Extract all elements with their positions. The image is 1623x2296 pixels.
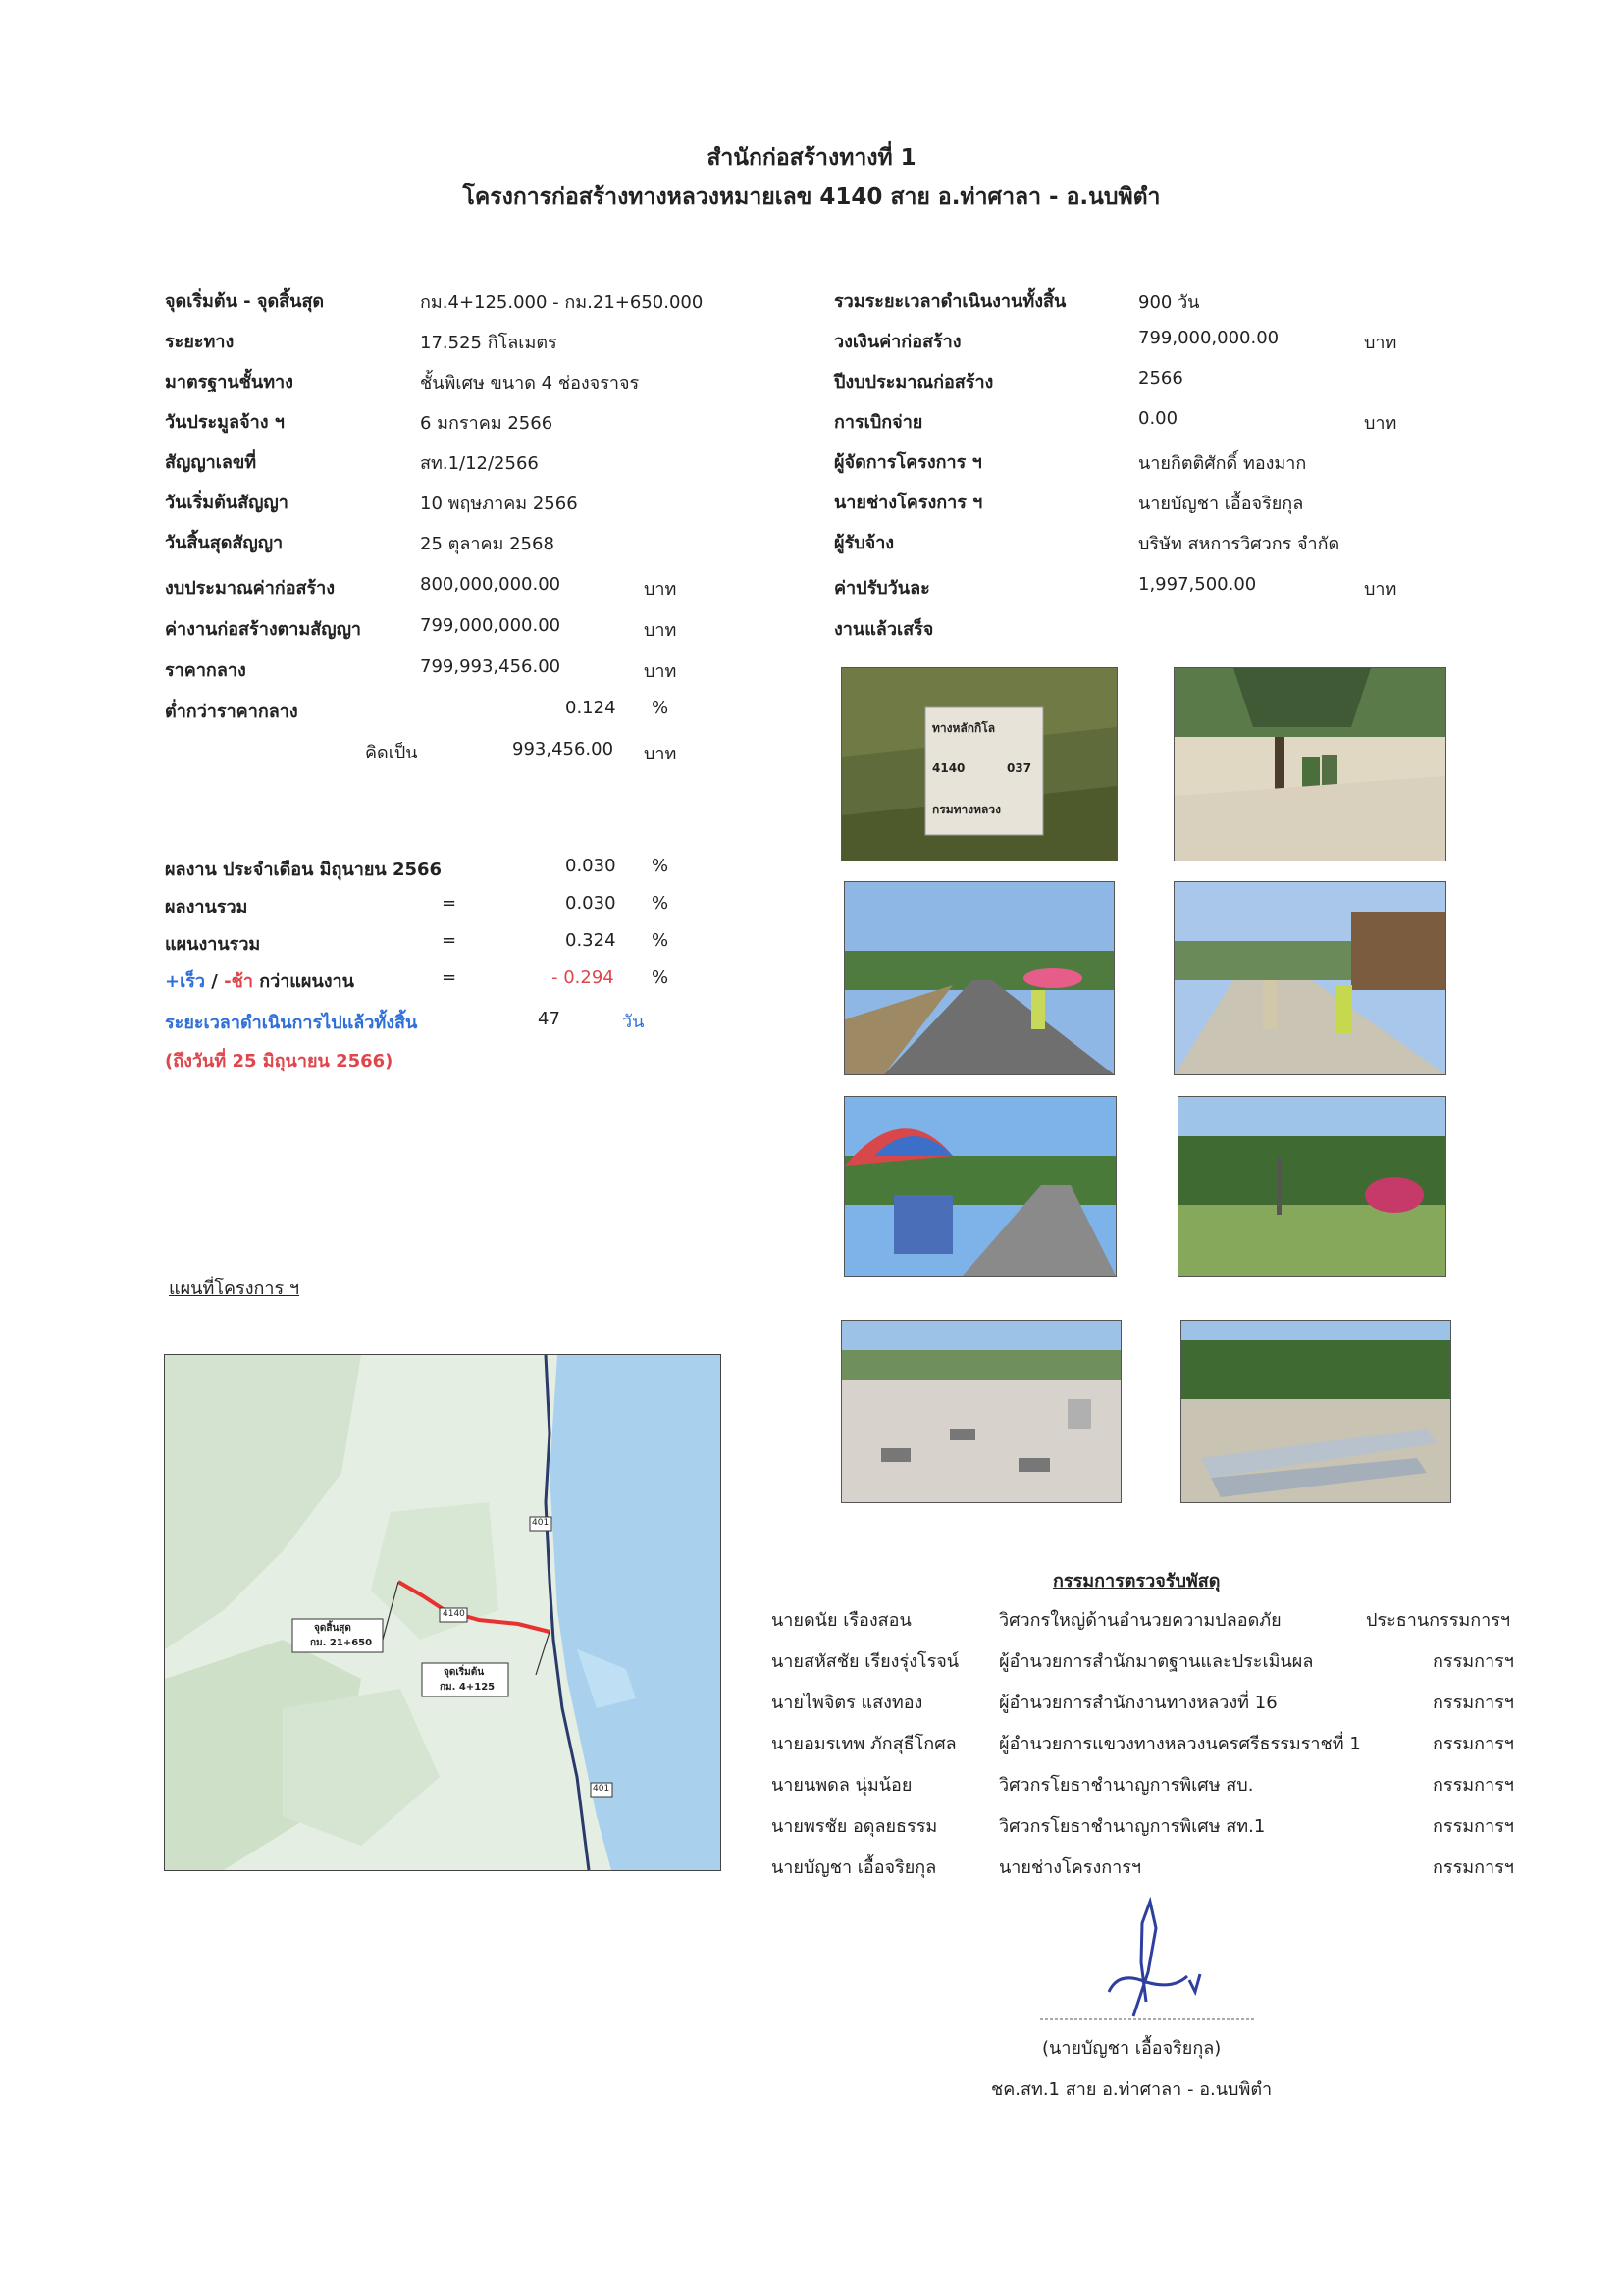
median-price-label: ราคากลาง: [165, 660, 246, 681]
diff-unit: %: [652, 967, 669, 988]
project-map: [164, 1354, 721, 1871]
credit-limit-unit: บาท: [1364, 333, 1397, 353]
elapsed-value: 47: [538, 1009, 560, 1029]
budget-value: 800,000,000.00: [420, 574, 561, 595]
monthly-progress-label: ผลงาน ประจำเดือน มิถุนายน 2566: [165, 860, 443, 880]
below-median-unit: %: [652, 698, 669, 718]
member-role: กรรมการฯ: [1433, 1857, 1514, 1878]
member-name: นายไพจิตร แสงทอง: [771, 1693, 923, 1713]
member-position: นายช่างโครงการฯ: [999, 1857, 1142, 1878]
route-4140-label: 4140: [443, 1609, 465, 1619]
photo-garden-survey: [1178, 1096, 1446, 1277]
plan-progress-eq: =: [442, 930, 457, 951]
member-role: กรรมการฯ: [1433, 1651, 1514, 1672]
distance-label: ระยะทาง: [165, 332, 235, 352]
contract-end-value: 25 ตุลาคม 2568: [420, 534, 554, 554]
photo-survey-tree: [1174, 667, 1446, 861]
total-duration-value: 900 วัน: [1138, 292, 1200, 313]
ahead-behind-label: [165, 966, 354, 995]
member-position: วิศวกรโยธาชำนาญการพิเศษ สท.1: [999, 1816, 1266, 1837]
standard-value: ชั้นพิเศษ ขนาด 4 ช่องจราจร: [420, 373, 640, 393]
end-point-km: กม. 21+650: [310, 1638, 373, 1648]
diff-eq: =: [442, 967, 457, 988]
than-plan-text: กว่าแผนงาน: [252, 971, 354, 992]
signatory-name: (นายบัญชา เอื้อจริยกุล): [1042, 2038, 1222, 2059]
contract-cost-label: ค่างานก่อสร้างตามสัญญา: [165, 619, 362, 640]
member-name: นายบัญชา เอื้อจริยกุล: [771, 1857, 937, 1878]
start-point-label: จุดเริ่มต้น: [444, 1667, 485, 1678]
equivalent-unit: บาท: [644, 744, 677, 764]
credit-limit-value: 799,000,000.00: [1138, 328, 1280, 348]
project-engineer-label: นายช่างโครงการ ฯ: [834, 493, 983, 513]
member-name: นายอมรเทพ ภักสุธีโกศล: [771, 1734, 957, 1754]
contract-end-label: วันสิ้นสุดสัญญา: [165, 533, 284, 553]
map-title: แผนที่โครงการ ฯ: [169, 1278, 299, 1299]
start-end-value: กม.4+125.000 - กม.21+650.000: [420, 292, 704, 313]
disbursement-unit: บาท: [1364, 413, 1397, 434]
daily-fine-unit: บาท: [1364, 579, 1397, 600]
start-end-label: จุดเริ่มต้น - จุดสิ้นสุด: [165, 291, 325, 312]
credit-limit-label: วงเงินค่าก่อสร้าง: [834, 332, 962, 352]
median-price-unit: บาท: [644, 661, 677, 682]
contract-no-value: สท.1/12/2566: [420, 453, 539, 474]
standard-label: มาตรฐานชั้นทาง: [165, 372, 293, 392]
monthly-progress-unit: %: [652, 856, 669, 876]
fast-text: +เร็ว: [165, 971, 206, 992]
monthly-progress-value: 0.030: [565, 856, 616, 876]
equivalent-value: 993,456.00: [512, 739, 614, 759]
fiscal-year-value: 2566: [1138, 368, 1183, 389]
marker-km: 037: [1007, 761, 1032, 775]
member-position: ผู้อำนวยการแขวงทางหลวงนครศรีธรรมราชที่ 1: [999, 1734, 1361, 1754]
project-manager-label: ผู้จัดการโครงการ ฯ: [834, 452, 982, 473]
median-price-value: 799,993,456.00: [420, 656, 561, 677]
member-position: วิศวกรใหญ่ด้านอำนวยความปลอดภัย: [999, 1610, 1282, 1631]
budget-label: งบประมาณค่าก่อสร้าง: [165, 578, 336, 599]
disbursement-value: 0.00: [1138, 408, 1178, 429]
plan-progress-unit: %: [652, 930, 669, 951]
photo-km-marker: [841, 667, 1118, 861]
photo-concrete-blocks: [841, 1320, 1122, 1503]
equivalent-label: คิดเป็น: [365, 743, 418, 763]
committee-title: กรรมการตรวจรับพัสดุ: [1053, 1571, 1221, 1592]
below-median-value: 0.124: [565, 698, 616, 718]
signatory-position: ชค.สท.1 สาย อ.ท่าศาลา - อ.นบพิตำ: [991, 2079, 1273, 2100]
below-median-label: ต่ำกว่าราคากลาง: [165, 702, 298, 722]
project-engineer-value: นายบัญชา เอื้อจริยกุล: [1138, 494, 1304, 514]
member-position: ผู้อำนวยการสำนักงานทางหลวงที่ 16: [999, 1693, 1278, 1713]
budget-unit: บาท: [644, 579, 677, 600]
member-role: ประธานกรรมการฯ: [1366, 1610, 1511, 1631]
marker-number: 4140: [932, 761, 966, 775]
contract-no-label: สัญญาเลขที่: [165, 452, 257, 473]
member-position: วิศวกรโยธาชำนาญการพิเศษ สบ.: [999, 1775, 1254, 1796]
member-name: นายนพดล นุ่มน้อย: [771, 1775, 913, 1796]
diff-value: - 0.294: [551, 967, 614, 988]
member-name: นายสหัสชัย เรียงรุ่งโรจน์: [771, 1651, 960, 1672]
total-progress-unit: %: [652, 893, 669, 913]
total-progress-label: ผลงานรวม: [165, 897, 248, 917]
daily-fine-label: ค่าปรับวันละ: [834, 578, 930, 599]
contract-cost-value: 799,000,000.00: [420, 615, 561, 636]
daily-fine-value: 1,997,500.00: [1138, 574, 1257, 595]
contract-start-value: 10 พฤษภาคม 2566: [420, 494, 578, 514]
slow-text: -ช้า: [224, 971, 253, 992]
signature-image: [1040, 1894, 1295, 2021]
total-progress-eq: =: [442, 893, 457, 913]
member-role: กรรมการฯ: [1433, 1816, 1514, 1837]
bid-date-label: วันประมูลจ้าง ฯ: [165, 412, 285, 433]
office-title: สำนักก่อสร้างทางที่ 1: [707, 145, 916, 171]
project-manager-value: นายกิตติศักดิ์ ทองมาก: [1138, 453, 1307, 474]
contractor-label: ผู้รับจ้าง: [834, 533, 895, 553]
contractor-value: บริษัท สหการวิศวกร จำกัด: [1138, 534, 1340, 554]
bid-date-value: 6 มกราคม 2566: [420, 413, 553, 434]
total-duration-label: รวมระยะเวลาดำเนินงานทั้งสิ้น: [834, 291, 1067, 312]
member-name: นายพรชัย อดุลยธรรม: [771, 1816, 938, 1837]
slash-text: /: [205, 971, 225, 992]
photo-steel-pipes: [1180, 1320, 1451, 1503]
member-name: นายดนัย เรืองสอน: [771, 1610, 912, 1631]
project-title: โครงการก่อสร้างทางหลวงหมายเลข 4140 สาย อ.ท่าศาลา - อ.นบพิตำ: [462, 184, 1161, 210]
total-progress-value: 0.030: [565, 893, 616, 913]
distance-value: 17.525 กิโลเมตร: [420, 333, 557, 353]
completed-work-label: งานแล้วเสร็จ: [834, 619, 934, 640]
member-role: กรรมการฯ: [1433, 1775, 1514, 1796]
photo-road-umbrella: [844, 881, 1115, 1075]
contract-cost-unit: บาท: [644, 620, 677, 641]
member-role: กรรมการฯ: [1433, 1734, 1514, 1754]
plan-progress-value: 0.324: [565, 930, 616, 951]
member-role: กรรมการฯ: [1433, 1693, 1514, 1713]
marker-top-text: ทางหลักกิโล: [932, 721, 996, 735]
as-of-date: (ถึงวันที่ 25 มิถุนายน 2566): [165, 1051, 393, 1071]
plan-progress-label: แผนงานรวม: [165, 934, 261, 955]
disbursement-label: การเบิกจ่าย: [834, 412, 923, 433]
member-position: ผู้อำนวยการสำนักมาตฐานและประเมินผล: [999, 1651, 1314, 1672]
end-point-label: จุดสิ้นสุด: [314, 1623, 351, 1634]
route-401-label-top: 401: [532, 1518, 550, 1528]
start-point-km: กม. 4+125: [440, 1682, 496, 1693]
photo-survey-tripod: [1174, 881, 1446, 1075]
elapsed-unit: วัน: [622, 1012, 645, 1032]
route-401-label-bottom: 401: [593, 1784, 610, 1794]
marker-bottom-text: กรมทางหลวง: [932, 803, 1001, 816]
elapsed-label: ระยะเวลาดำเนินการไปแล้วทั้งสิ้น: [165, 1013, 418, 1033]
fiscal-year-label: ปีงบประมาณก่อสร้าง: [834, 372, 994, 392]
contract-start-label: วันเริ่มต้นสัญญา: [165, 493, 288, 513]
photo-umbrella-team: [844, 1096, 1117, 1277]
